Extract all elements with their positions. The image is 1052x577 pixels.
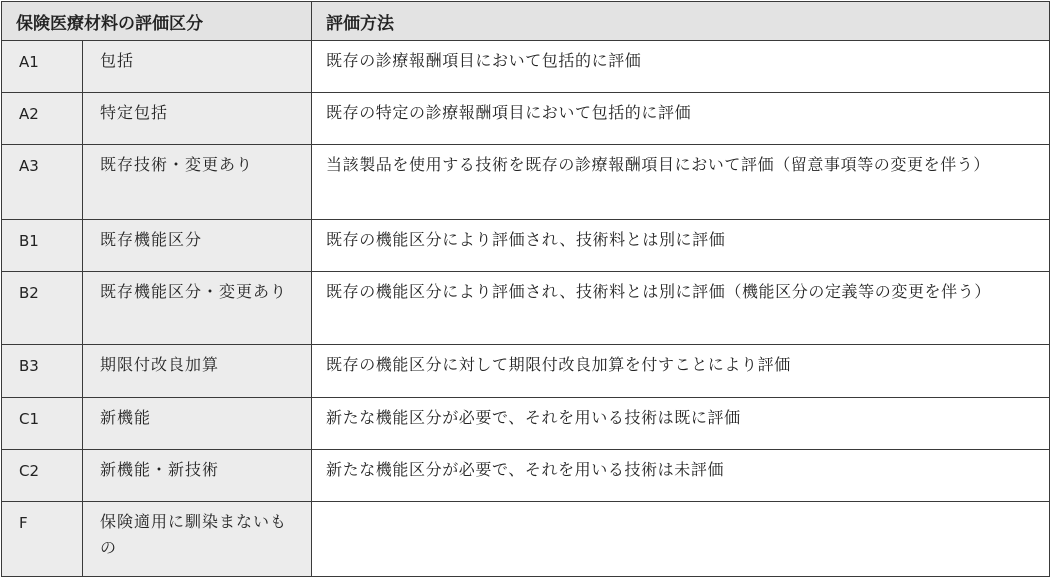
row-method: 既存の機能区分に対して期限付改良加算を付すことにより評価	[312, 345, 1050, 398]
row-method: 既存の機能区分により評価され、技術料とは別に評価	[312, 220, 1050, 272]
row-method	[312, 502, 1050, 577]
table-row	[2, 145, 1050, 220]
row-code: C1	[2, 398, 83, 450]
row-code: A1	[2, 41, 83, 93]
table-row	[2, 272, 1050, 345]
row-name: 既存機能区分	[83, 220, 312, 272]
category-header: 保険医療材料の評価区分	[2, 2, 312, 41]
row-code: B1	[2, 220, 83, 272]
table-row	[2, 41, 1050, 93]
row-method: 新たな機能区分が必要で、それを用いる技術は未評価	[312, 450, 1050, 502]
row-name: 特定包括	[83, 93, 312, 145]
row-code: B2	[2, 272, 83, 345]
table-row	[2, 93, 1050, 145]
table-row	[2, 502, 1050, 577]
method-header: 評価方法	[312, 2, 1050, 41]
table-row	[2, 220, 1050, 272]
row-name: 既存機能区分・変更あり	[83, 272, 312, 345]
row-name: 既存技術・変更あり	[83, 145, 312, 220]
row-method: 既存の特定の診療報酬項目において包括的に評価	[312, 93, 1050, 145]
table-row	[2, 345, 1050, 398]
row-code: F	[2, 502, 83, 577]
row-method: 当該製品を使用する技術を既存の診療報酬項目において評価（留意事項等の変更を伴う）	[312, 145, 1050, 220]
table-row	[2, 398, 1050, 450]
row-name: 包括	[83, 41, 312, 93]
row-name: 新機能	[83, 398, 312, 450]
row-method: 既存の診療報酬項目において包括的に評価	[312, 41, 1050, 93]
row-code: B3	[2, 345, 83, 398]
row-code: A2	[2, 93, 83, 145]
row-name: 期限付改良加算	[83, 345, 312, 398]
row-name: 新機能・新技術	[83, 450, 312, 502]
row-code: A3	[2, 145, 83, 220]
row-name: 保険適用に馴染まないもの	[83, 502, 312, 577]
table-row	[2, 450, 1050, 502]
row-method: 既存の機能区分により評価され、技術料とは別に評価（機能区分の定義等の変更を伴う）	[312, 272, 1050, 345]
header-row	[2, 2, 1050, 41]
evaluation-table	[1, 1, 1050, 577]
row-method: 新たな機能区分が必要で、それを用いる技術は既に評価	[312, 398, 1050, 450]
row-code: C2	[2, 450, 83, 502]
